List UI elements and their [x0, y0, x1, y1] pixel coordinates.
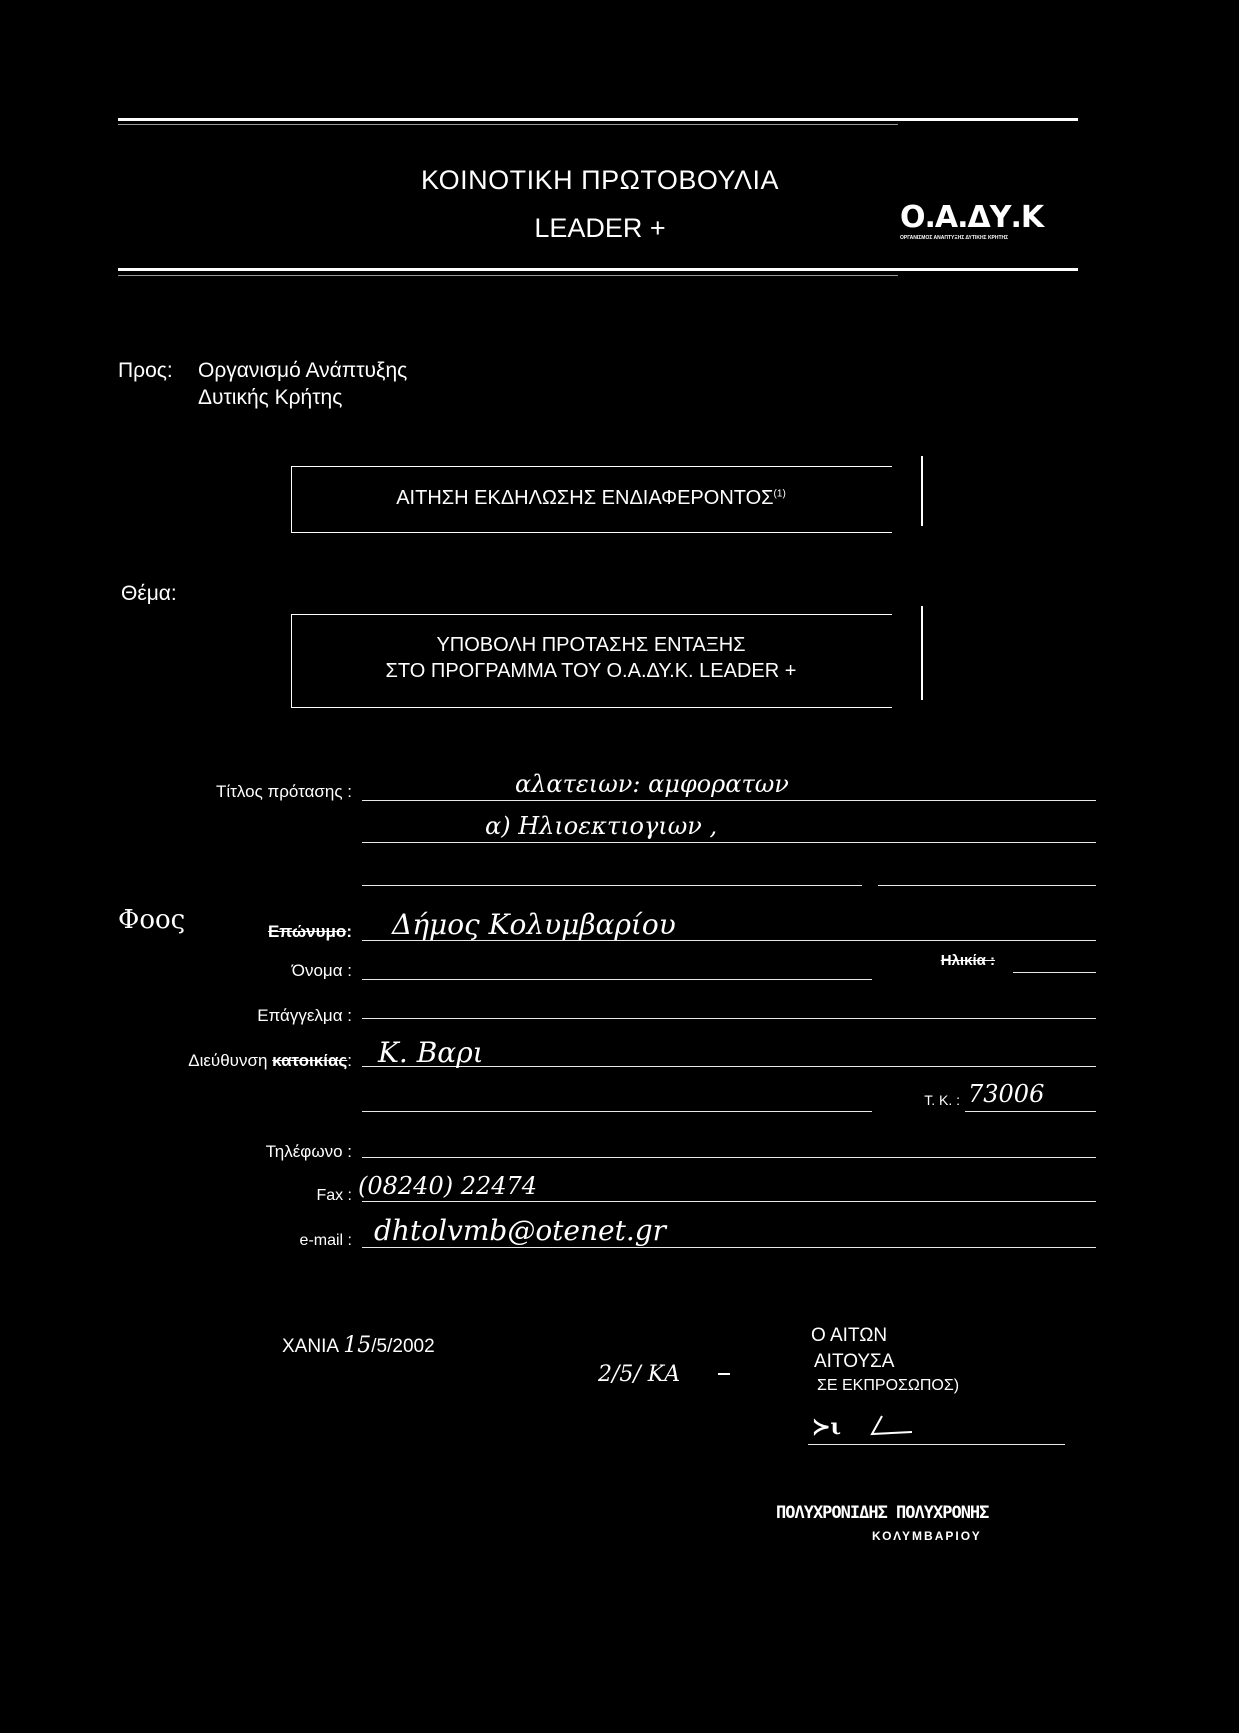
signature-mark: ≻ι	[812, 1414, 842, 1440]
subject-line-2: ΣΤΟ ΠΡΟΓΡΑΜΜΑ ΤΟΥ Ο.Α.ΔΥ.Κ. LEADER +	[385, 660, 797, 682]
applicant-line-2: ΑΙΤΟΥΣΑ	[814, 1351, 895, 1372]
phone-label: Τηλέφωνο :	[265, 1142, 352, 1161]
signature-scribble	[868, 1414, 918, 1440]
recipient-line-1: Οργανισμό Ανάπτυξης	[198, 359, 408, 382]
subject-line-1: ΥΠΟΒΟΛΗ ΠΡΟΤΑΣΗΣ ΕΝΤΑΞΗΣ	[436, 634, 746, 656]
surname-value: Δήμος Κολυμβαρίου	[392, 908, 676, 941]
email-line	[362, 1247, 1096, 1248]
proposal-title-value-2: α) Ηλιοεκτιογιων ,	[485, 812, 718, 840]
address-label	[110, 1051, 352, 1071]
fax-label: Fax :	[316, 1187, 352, 1204]
proposal-title-value-1: αλατειων: αμφορατων	[515, 770, 789, 798]
address-line-2	[362, 1111, 872, 1112]
subject-box-right-edge	[921, 606, 923, 700]
signature-line	[808, 1444, 1065, 1445]
stamp-handwritten: 2/5/​ ΚΑ	[598, 1362, 681, 1387]
name-line	[362, 979, 872, 980]
recipient-label: Προς:	[118, 359, 173, 382]
postcode-label: Τ. Κ. :	[924, 1092, 960, 1108]
fax-line	[362, 1201, 1096, 1202]
date-day-handwritten: 15	[343, 1333, 372, 1358]
proposal-title-line-3	[362, 885, 862, 886]
header-subtitle: LEADER +	[534, 213, 666, 243]
proposal-title-line-3b	[878, 885, 1096, 886]
applicant-line-3: ΣΕ ΕΚΠΡΟΣΩΠΟΣ)	[817, 1377, 960, 1394]
profession-label: Επάγγελμα :	[257, 1006, 352, 1025]
logo-text: Ο.Α.ΔΥ.Κ	[900, 200, 1044, 235]
address-label-text: Διεύθυνση	[188, 1051, 268, 1070]
address-value: Κ. Βαρι	[378, 1036, 484, 1069]
recipient-line-2: Δυτικής Κρήτης	[198, 386, 343, 409]
postcode-line	[965, 1111, 1096, 1112]
proposal-title-line-2	[362, 842, 1096, 843]
age-line	[1013, 972, 1096, 973]
oadyk-logo	[900, 202, 1060, 260]
proposal-title-line-1	[362, 800, 1096, 801]
address-struck-text: κατοικίας	[272, 1051, 348, 1070]
subject-label: Θέμα:	[121, 582, 177, 605]
postcode-value: 73006	[968, 1080, 1045, 1108]
header-bottom-rule-thin	[118, 275, 898, 276]
age-label: Ηλικία :	[940, 952, 995, 969]
signature-stamp-name: ΠΟΛΥΧΡΟΝΙΔΗΣ ΠΟΛΥΧΡΟΝΗΣ	[776, 1503, 989, 1523]
header-bottom-rule	[118, 268, 1078, 271]
phone-line	[362, 1157, 1096, 1158]
profession-line	[362, 1018, 1096, 1019]
name-label: Όνομα :	[291, 961, 352, 980]
date-rest: /5/2002	[371, 1336, 435, 1357]
application-title	[291, 487, 891, 510]
surname-colon: :	[346, 922, 352, 941]
fax-value: (08240) 22474	[358, 1172, 538, 1200]
email-value: dhtolvmb@otenet.gr	[374, 1214, 667, 1247]
header-top-rule	[118, 118, 1078, 121]
proposal-title-label: Τίτλος πρότασης :	[216, 782, 352, 801]
surname-label	[200, 922, 352, 942]
application-box-right-edge	[921, 456, 923, 526]
header-top-rule-thin	[118, 124, 898, 125]
application-footnote: (1)	[773, 488, 786, 500]
surname-label-text: Επώνυμο	[267, 922, 347, 941]
place-date	[282, 1333, 435, 1358]
place-date-prefix: ΧΑΝΙΑ	[282, 1336, 338, 1357]
header-title: ΚΟΙΝΟΤΙΚΗ ΠΡΩΤΟΒΟΥΛΙΑ	[420, 165, 780, 195]
application-title-text: ΑΙΤΗΣΗ ΕΚΔΗΛΩΣΗΣ ΕΝΔΙΑΦΕΡΟΝΤΟΣ	[396, 487, 774, 509]
address-colon: :	[347, 1051, 352, 1070]
logo-tagline: ΟΡΓΑΝΙΣΜΟΣ ΑΝΑΠΤΥΞΗΣ ΔΥΤΙΚΗΣ ΚΡΗΤΗΣ	[900, 235, 1009, 241]
applicant-line-1: Ο ΑΙΤΩΝ	[811, 1325, 888, 1346]
signature-stamp-role: ΚΟΛΥΜΒΑΡΙΟΥ	[872, 1529, 982, 1543]
email-label: e-mail :	[299, 1232, 352, 1249]
side-note-handwritten: Φοος	[118, 905, 186, 935]
stamp-dash	[718, 1373, 730, 1375]
